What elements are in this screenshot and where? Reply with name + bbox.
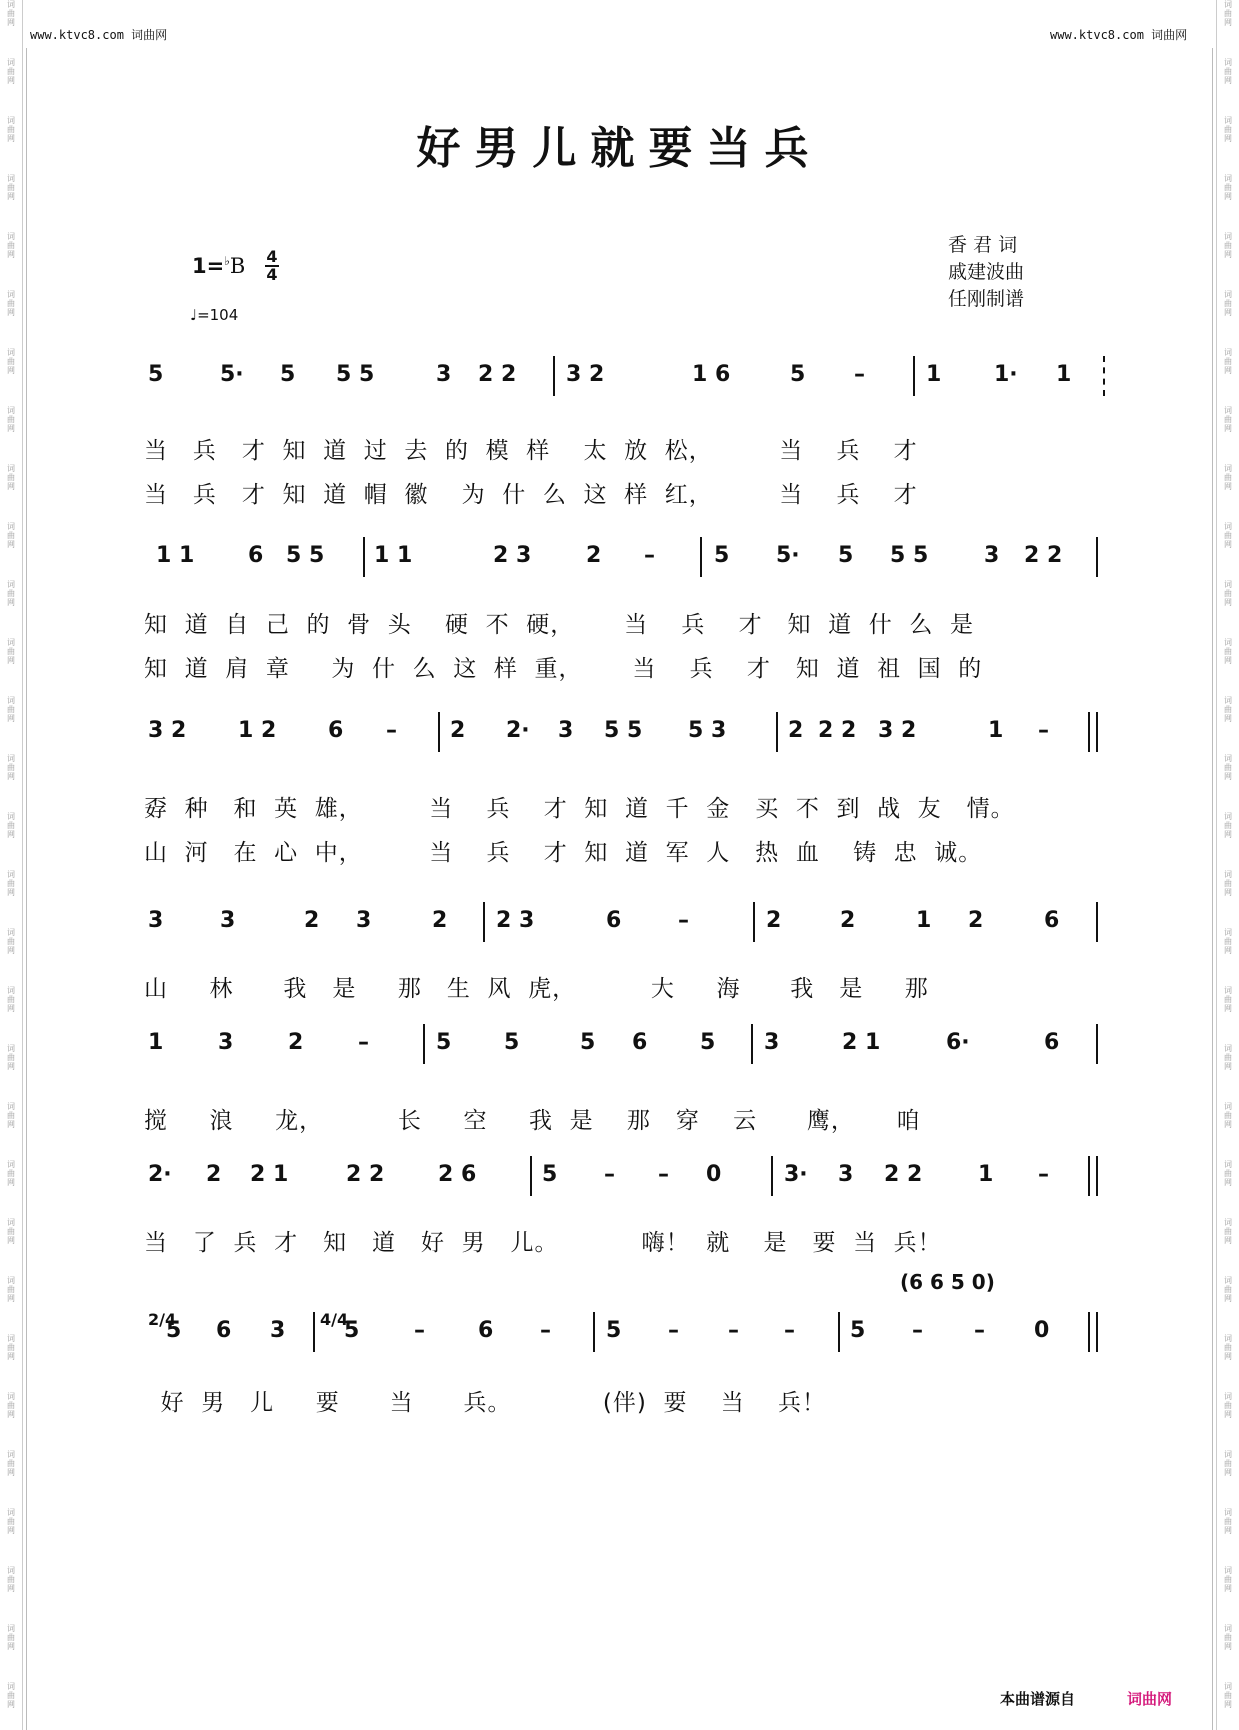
page-frame <box>26 48 1213 1730</box>
footer-source: 本曲谱源自 词曲网 <box>1000 1690 1173 1708</box>
lyrics-row-3a: 孬 种 和 英 雄， 当 兵 才 知 道 千 金 买 不 到 战 友 情。 <box>144 796 1015 822</box>
watermark-text: 词 曲 网 <box>7 1624 15 1651</box>
watermark-text: 词 曲 网 <box>7 870 15 897</box>
watermark-text: 词 曲 网 <box>1224 1508 1232 1535</box>
watermark-text: 词 曲 网 <box>7 696 15 723</box>
lyricist: 香 君 词 <box>948 234 1018 256</box>
watermark-text: 词 曲 网 <box>1224 1450 1232 1477</box>
watermark-text: 词 曲 网 <box>1224 232 1232 259</box>
notation-row-4: 3 3 2 3 2 2 3 6 – 2 2 1 2 6 <box>148 908 1098 938</box>
song-title: 好男儿就要当兵 <box>416 123 823 174</box>
watermark-text: 词 曲 网 <box>1224 812 1232 839</box>
watermark-text: 词 曲 网 <box>1224 1044 1232 1071</box>
lyrics-row-2a: 知 道 自 己 的 骨 头 硬 不 硬， 当 兵 才 知 道 什 么 是 <box>144 612 974 638</box>
time-signature: 4 4 <box>266 247 278 284</box>
watermark-text: 词 曲 网 <box>1224 1682 1232 1709</box>
url-right[interactable]: www.ktvc8.com 词曲网 <box>1050 28 1188 42</box>
watermark-text: 词 曲 网 <box>7 1102 15 1129</box>
watermark-text: 词 曲 网 <box>7 986 15 1013</box>
watermark-text: 词 曲 网 <box>1224 1276 1232 1303</box>
watermark-text: 词 曲 网 <box>7 1218 15 1245</box>
watermark-text: 词 曲 网 <box>7 638 15 665</box>
watermark-text: 词 曲 网 <box>1224 754 1232 781</box>
watermark-text: 词 曲 网 <box>1224 1624 1232 1651</box>
watermark-text: 词 曲 网 <box>7 1392 15 1419</box>
lyrics-row-2b: 知 道 肩 章 为 什 么 这 样 重， 当 兵 才 知 道 祖 国 的 <box>144 656 983 682</box>
watermark-text: 词 曲 网 <box>1224 0 1232 27</box>
notation-row-1: 5 5· 5 5 5 3 2 2 3 2 1 6 5 – 1 1· 1 <box>148 362 1098 392</box>
watermark-text: 词 曲 网 <box>7 232 15 259</box>
watermark-text: 词 曲 网 <box>7 1450 15 1477</box>
watermark-text: 词 曲 网 <box>7 522 15 549</box>
tempo-mark: ♩=104 <box>190 306 239 324</box>
watermark-text: 词 曲 网 <box>7 928 15 955</box>
footer-brand[interactable]: 词曲网 <box>1127 1690 1173 1708</box>
watermark-text: 词 曲 网 <box>1224 1160 1232 1187</box>
lyrics-row-5: 搅 浪 龙， 长 空 我 是 那 穿 云 鹰， 咱 <box>144 1108 921 1134</box>
watermark-text: 词 曲 网 <box>1224 522 1232 549</box>
notation-row-2: 1 1 6 5 5 1 1 2 3 2 – 5 5· 5 5 5 3 2 2 <box>148 543 1098 573</box>
watermark-text: 词 曲 网 <box>1224 174 1232 201</box>
watermark-text: 词 曲 网 <box>1224 1566 1232 1593</box>
notation-row-3: 3 2 1 2 6 – 2 2· 3 5 5 5 3 2 2 2 3 2 1 – <box>148 718 1098 748</box>
lyrics-row-4: 山 林 我 是 那 生 风 虎， 大 海 我 是 那 <box>144 976 929 1002</box>
watermark-text: 词 曲 网 <box>7 580 15 607</box>
watermark-text: 词 曲 网 <box>7 754 15 781</box>
watermark-text: 词 曲 网 <box>1224 116 1232 143</box>
watermark-text: 词 曲 网 <box>1224 1334 1232 1361</box>
watermark-text: 词 曲 网 <box>1224 928 1232 955</box>
key-signature: 1=♭B <box>192 254 246 278</box>
right-watermark-strip <box>1216 0 1239 1730</box>
watermark-text: 词 曲 网 <box>7 1044 15 1071</box>
lyrics-row-1b: 当 兵 才 知 道 帽 徽 为 什 么 这 样 红， 当 兵 才 <box>144 482 918 508</box>
notation-row-6: 2· 2 2 1 2 2 2 6 5 – – 0 3· 3 2 2 1 – <box>148 1162 1098 1192</box>
watermark-text: 词 曲 网 <box>1224 348 1232 375</box>
watermark-text: 词 曲 网 <box>1224 696 1232 723</box>
watermark-text: 词 曲 网 <box>7 464 15 491</box>
watermark-text: 词 曲 网 <box>1224 406 1232 433</box>
watermark-text: 词 曲 网 <box>7 58 15 85</box>
watermark-text: 词 曲 网 <box>7 0 15 27</box>
lyrics-row-1a: 当 兵 才 知 道 过 去 的 模 样 太 放 松， 当 兵 才 <box>144 438 918 464</box>
watermark-text: 词 曲 网 <box>1224 58 1232 85</box>
arranger: 任刚制谱 <box>948 288 1025 310</box>
watermark-text: 词 曲 网 <box>7 406 15 433</box>
watermark-text: 词 曲 网 <box>1224 870 1232 897</box>
credits <box>948 232 1024 313</box>
lyrics-row-7: 好 男 儿 要 当 兵。 (伴) 要 当 兵！ <box>144 1390 826 1416</box>
watermark-text: 词 曲 网 <box>1224 1102 1232 1129</box>
watermark-text: 词 曲 网 <box>7 1276 15 1303</box>
composer: 戚建波曲 <box>948 261 1025 283</box>
watermark-text: 词 曲 网 <box>1224 290 1232 317</box>
watermark-text: 词 曲 网 <box>7 174 15 201</box>
watermark-text: 词 曲 网 <box>1224 1392 1232 1419</box>
lyrics-row-3b: 山 河 在 心 中， 当 兵 才 知 道 军 人 热 血 铸 忠 诚。 <box>144 840 983 866</box>
watermark-text: 词 曲 网 <box>7 290 15 317</box>
watermark-text: 词 曲 网 <box>1224 580 1232 607</box>
watermark-text: 词 曲 网 <box>7 1508 15 1535</box>
watermark-text: 词 曲 网 <box>1224 638 1232 665</box>
watermark-text: 词 曲 网 <box>1224 1218 1232 1245</box>
notation-row-5: 1 3 2 – 5 5 5 6 5 3 2 1 6· 6 <box>148 1030 1098 1060</box>
watermark-text: 词 曲 网 <box>7 348 15 375</box>
watermark-text: 词 曲 网 <box>7 116 15 143</box>
notation-row-7: 2/4 5 6 3 4/4 5 – 6 – 5 – – – 5 – – 0 <box>148 1318 1098 1348</box>
watermark-text: 词 曲 网 <box>1224 464 1232 491</box>
watermark-text: 词 曲 网 <box>7 812 15 839</box>
watermark-text: 词 曲 网 <box>1224 986 1232 1013</box>
url-left[interactable]: www.ktvc8.com 词曲网 <box>30 28 168 42</box>
watermark-text: 词 曲 网 <box>7 1160 15 1187</box>
watermark-text: 词 曲 网 <box>7 1334 15 1361</box>
left-watermark-strip <box>0 0 23 1730</box>
watermark-text: 词 曲 网 <box>7 1566 15 1593</box>
accompaniment-note: (6 6 5 0) <box>900 1270 995 1294</box>
lyrics-row-6: 当 了 兵 才 知 道 好 男 儿。 嗨！ 就 是 要 当 兵！ <box>144 1230 942 1256</box>
watermark-text: 词 曲 网 <box>7 1682 15 1709</box>
